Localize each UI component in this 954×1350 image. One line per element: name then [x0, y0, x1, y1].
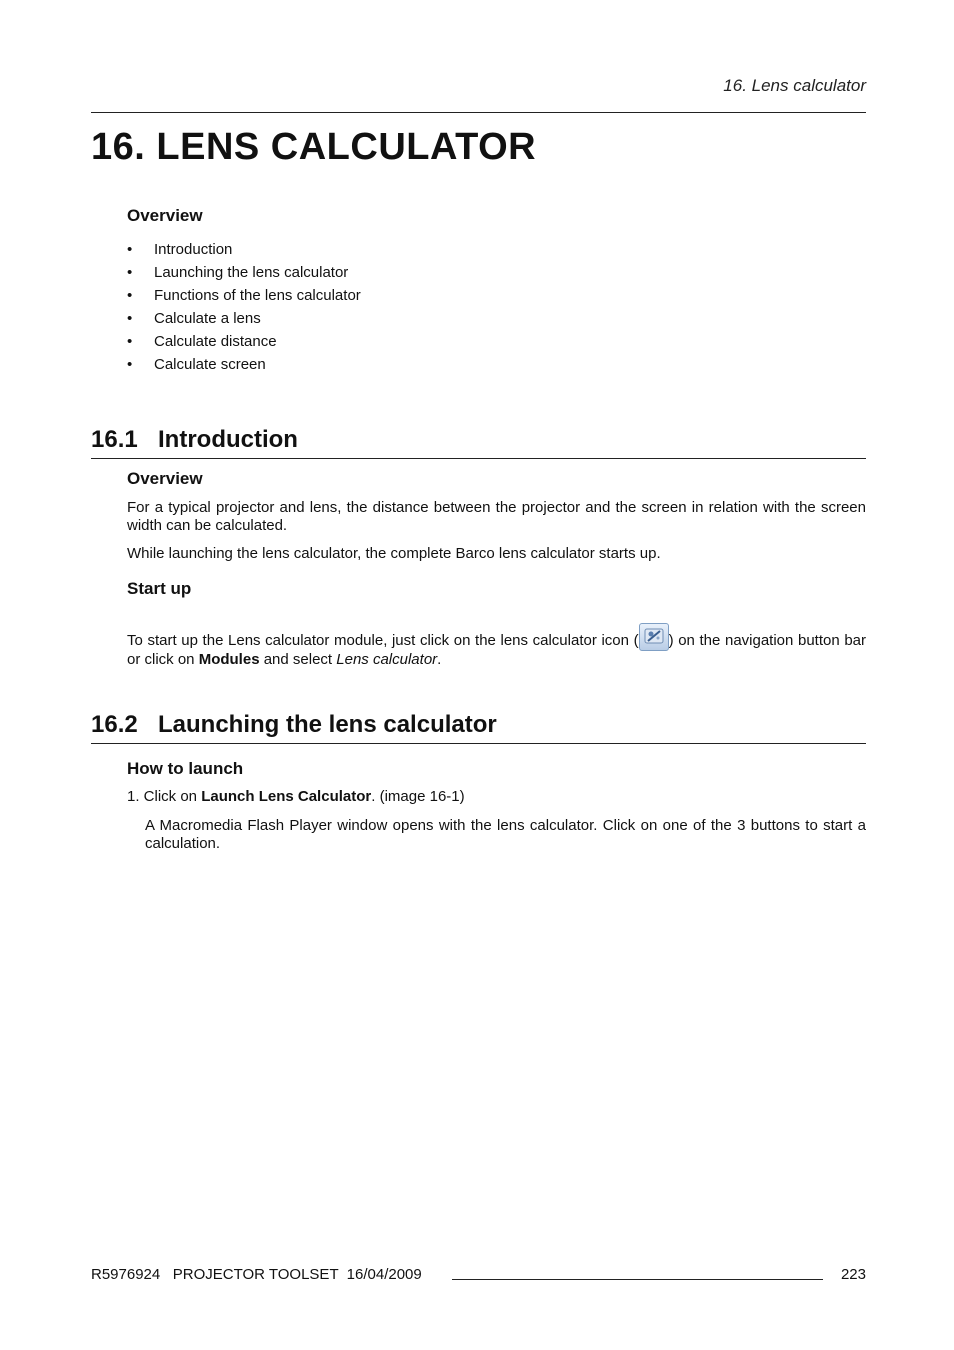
bullet-icon: • [127, 241, 133, 258]
bullet-icon: • [127, 333, 133, 350]
bullet-icon: • [127, 356, 133, 373]
how-to-launch-heading: How to launch [127, 759, 244, 778]
lens-calculator-icon[interactable] [639, 623, 669, 651]
section-16-2-heading: 16.2 Launching the lens calculator [91, 711, 497, 738]
list-item[interactable]: • Functions of the lens calculator [127, 284, 361, 307]
footer-document-info: R5976924 PROJECTOR TOOLSET 16/04/2009 [91, 1266, 422, 1283]
list-item[interactable]: • Introduction [127, 238, 361, 261]
list-item[interactable]: • Launching the lens calculator [127, 261, 361, 284]
footer-rule [452, 1279, 823, 1280]
bullet-icon: • [127, 287, 133, 304]
list-item[interactable]: • Calculate a lens [127, 307, 361, 330]
header-rule [91, 112, 866, 113]
overview-heading: Overview [127, 206, 203, 225]
intro-paragraph-2: While launching the lens calculator, the complete Barco lens calculator starts up. [127, 545, 661, 562]
intro-paragraph-1: For a typical projector and lens, the distance between the projector and the screen in relation with the screen width can be calculated. [127, 499, 866, 534]
bullet-icon: • [127, 310, 133, 327]
overview-list [127, 238, 361, 376]
section-16-1-heading: 16.1 Introduction [91, 426, 298, 453]
startup-heading: Start up [127, 579, 192, 598]
startup-paragraph: To start up the Lens calculator module, just click on the lens calculator icon ( ) on the navigation button bar or click on Modules and select Lens calculator. [127, 623, 866, 669]
list-item[interactable]: • Calculate screen [127, 353, 361, 376]
step-1: 1. Click on Launch Lens Calculator. (image 16-1) [127, 788, 465, 805]
chapter-title: 16. LENS CALCULATOR [91, 126, 537, 168]
bullet-icon: • [127, 264, 133, 281]
page-number: 223 [840, 1266, 866, 1283]
list-item[interactable]: • Calculate distance [127, 330, 361, 353]
section-16-1-rule [91, 458, 866, 459]
section-16-2-rule [91, 743, 866, 744]
running-header: 16. Lens calculator [723, 76, 866, 95]
step-1-description: A Macromedia Flash Player window opens with the lens calculator. Click on one of the 3 buttons to start a calculation. [145, 817, 866, 852]
intro-overview-heading: Overview [127, 469, 203, 488]
